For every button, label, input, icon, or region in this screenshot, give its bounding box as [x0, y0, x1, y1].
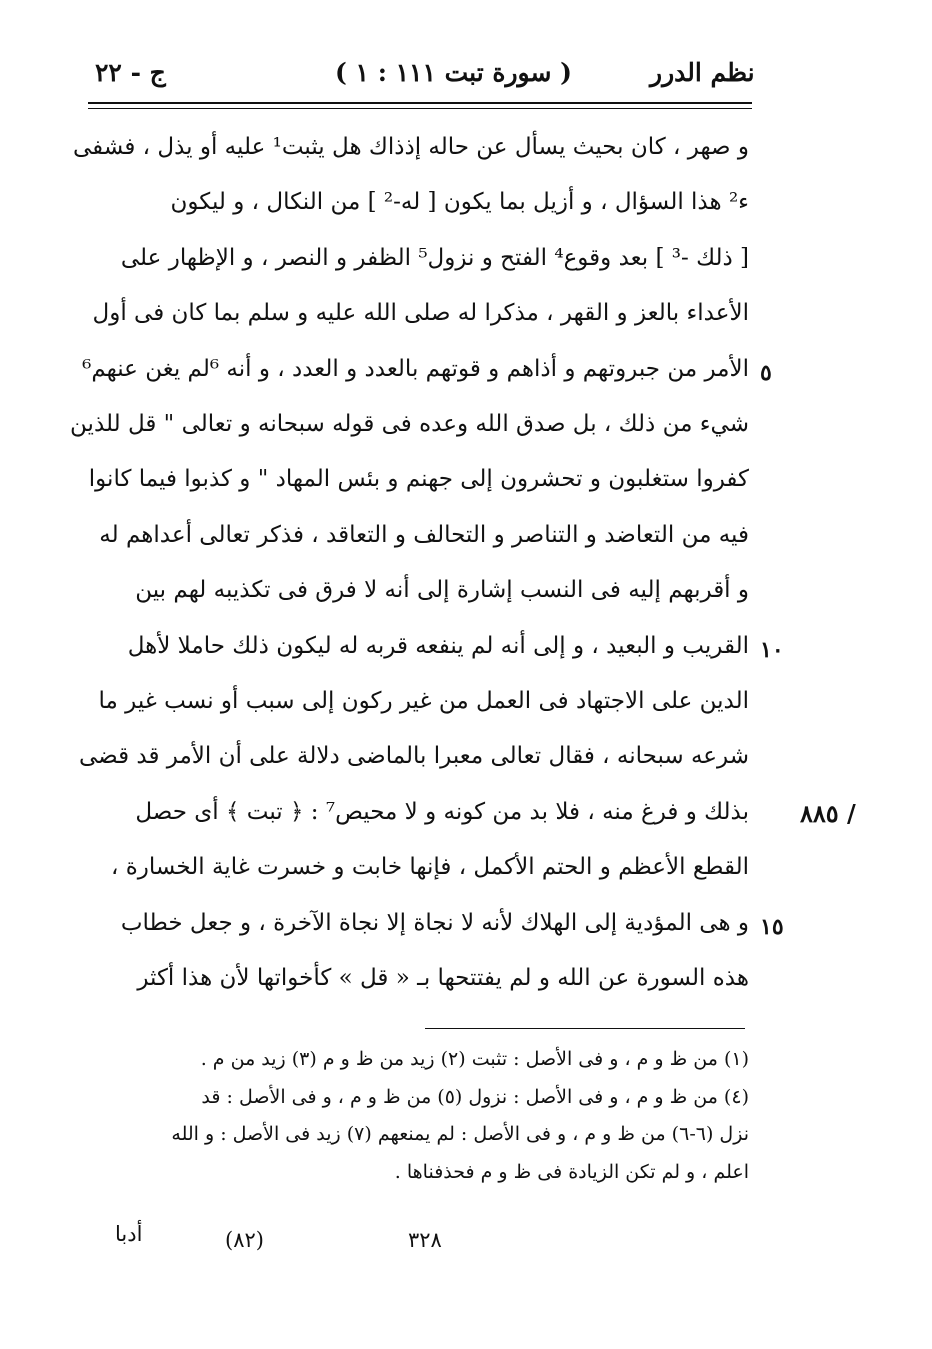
- body-line: القطع الأعظم و الحتم الأكمل ، فإنها خابت و خسرت غاية الخسارة ،: [110, 854, 749, 881]
- body-line: القريب و البعيد ، و إلى أنه لم ينفعه قربه له ليكون ذلك حاملا لأهل: [127, 632, 749, 659]
- body-line: الأعداء بالعز و القهر ، مذكرا له صلى الله عليه و سلم بما كان فى أول: [92, 300, 749, 327]
- book-title: نظم الدرر: [650, 58, 755, 87]
- body-line: كفروا ستغلبون و تحشرون إلى جهنم و بئس المهاد " و كذبوا فيما كانوا: [88, 466, 749, 493]
- volume-page-reference: ج - ٢٢: [95, 58, 166, 87]
- body-line: [ ذلك -³ ] بعد وقوع⁴ الفتح و نزول⁵ الظفر و النصر ، و الإظهار على: [120, 244, 749, 271]
- body-line: و صهر ، كان بحيث يسأل عن حاله إذذاك هل يثبت¹ عليه أو يذل ، فشفى: [73, 134, 749, 160]
- signature-mark: أدبا: [115, 1222, 143, 1246]
- body-line: و أقربهم إليه فى النسب إشارة إلى أنه لا فرق فى تكذيبه لهم بين: [135, 577, 749, 604]
- line-number: ٥: [760, 359, 772, 386]
- footnote-line: (٤) من ظ و م ، و فى الأصل : نزول (٥) من ظ و م ، و فى الأصل : قد: [201, 1085, 749, 1108]
- body-line: فيه من التعاضد و التناصر و التحالف و التعاقد ، فذكر تعالى أعداهم له: [99, 521, 749, 548]
- body-line: الأمر من جبروتهم و أذاهم و قوتهم بالعدد و العدد ، و أنه ⁶لم يغن عنهم⁶: [82, 355, 749, 382]
- body-line: بذلك و فرغ منه ، فلا بد من كونه و لا محيص⁷ : ﴿ تبت ﴾ أى حصل: [135, 798, 749, 825]
- footnote-line: اعلم ، و لم تكن الزيادة فى ظ و م فحذفناها .: [394, 1160, 749, 1183]
- line-number: ١٠: [760, 636, 784, 663]
- footnote-line: (١) من ظ و م ، و فى الأصل : تثبت (٢) زيد من ظ و م (٣) زيد من م .: [200, 1048, 749, 1070]
- line-number: ١٥: [760, 913, 784, 940]
- body-line: الدين على الاجتهاد فى العمل من غير ركون إلى سبب أو نسب غير ما: [98, 688, 749, 714]
- footnote-line: نزل (٦-٦) من ظ و م ، و فى الأصل : لم يمنعهم (٧) زيد فى الأصل : و الله: [171, 1123, 749, 1145]
- header-rule-thick: [88, 102, 752, 104]
- body-line: ء² هذا السؤال ، و أزيل بما يكون [ له-² ] من النكال ، و ليكون: [170, 189, 749, 216]
- footnote-separator: [425, 1028, 745, 1029]
- page-number: ٣٢٨: [408, 1228, 442, 1252]
- margin-page-note: ٨٨٥ /: [800, 798, 856, 828]
- body-line: هذه السورة عن الله و لم يفتتحها بـ « قل » كأخواتها لأن هذا أكثر: [137, 965, 749, 991]
- header-rule-thin: [88, 108, 752, 109]
- body-line: و هى المؤدية إلى الهلاك لأنه لا نجاة إلا نجاة الآخرة ، و جعل خطاب: [120, 909, 749, 936]
- body-line: شيء من ذلك ، بل صدق الله وعده فى قوله سبحانه و تعالى " قل للذين: [70, 411, 749, 437]
- body-line: شرعه سبحانه ، فقال تعالى معبرا بالماضى دلالة على أن الأمر قد قضى: [78, 743, 749, 770]
- sheet-number: (٨٢): [225, 1228, 264, 1252]
- surah-reference: ( سورة تبت ١١١ : ١ ): [335, 58, 572, 87]
